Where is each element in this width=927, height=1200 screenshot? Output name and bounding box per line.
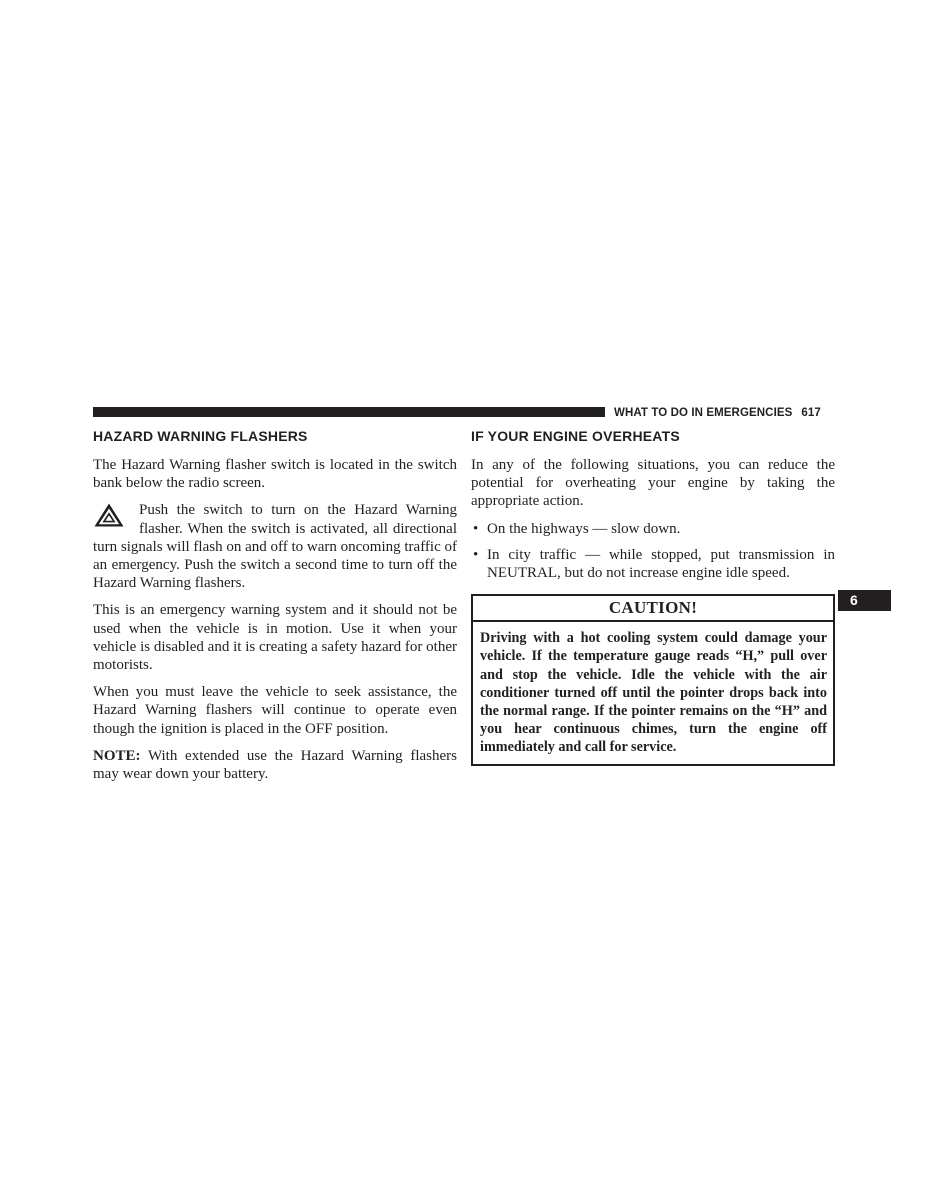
list-item (471, 546, 835, 582)
bullet: • (473, 520, 479, 537)
chapter-tab: 6 (838, 590, 891, 611)
caution-box (471, 594, 835, 765)
caution-body: Driving with a hot cooling system could damage your vehicle. If the temperature gauge reads “H,” pull over and stop the vehicle. Idle the vehicle with the air conditioner turned off until the pointer drops back into the normal range. If the pointer remains on the “H” and you hear continuous chimes, turn the engine off immediately and call for service. (480, 630, 827, 756)
running-header (614, 405, 836, 421)
hazard-warning-triangle-icon (93, 502, 125, 528)
section-title: WHAT TO DO IN EMERGENCIES (614, 407, 793, 419)
overheat-heading: IF YOUR ENGINE OVERHEATS (471, 428, 680, 444)
caution-title: CAUTION! (473, 596, 833, 622)
header-rule (93, 407, 605, 417)
bullet: • (473, 546, 479, 563)
overheat-list (471, 520, 835, 583)
note-label: NOTE: (93, 747, 141, 764)
hazard-heading: HAZARD WARNING FLASHERS (93, 428, 308, 444)
overheat-intro: In any of the following situations, you can reduce the potential for overheating your engine by taking the appropriate action. (471, 457, 835, 510)
hazard-paragraph-usage: This is an emergency warning system and it should not be used when the vehicle is in motion. Use it when your vehicle is disabled and it is creating a safety hazard for other motorists. (93, 602, 457, 674)
list-item-text: In city traffic — while stopped, put transmission in NEUTRAL, but do not increase engine idle speed. (487, 546, 835, 582)
note-text: With extended use the Hazard Warning flashers may wear down your battery. (93, 747, 457, 783)
hazard-paragraph-switch (93, 501, 457, 592)
left-column (93, 427, 457, 792)
page-number: 617 (801, 407, 821, 419)
hazard-note (93, 747, 457, 783)
hazard-switch-text: Push the switch to turn on the Hazard Warning flasher. When the switch is activated, all directional turn signals will flash on and off to warn oncoming traffic of an emergency. Push the switch a second time to turn off the Hazard Warning flashers. (93, 502, 457, 592)
hazard-paragraph-ignition: When you must leave the vehicle to seek assistance, the Hazard Warning flashers will continue to operate even though the ignition is placed in the OFF position. (93, 684, 457, 737)
list-item (471, 520, 835, 538)
hazard-paragraph-location: The Hazard Warning flasher switch is located in the switch bank below the radio screen. (93, 457, 457, 492)
right-column (471, 427, 835, 766)
list-item-text: On the highways — slow down. (487, 520, 681, 537)
